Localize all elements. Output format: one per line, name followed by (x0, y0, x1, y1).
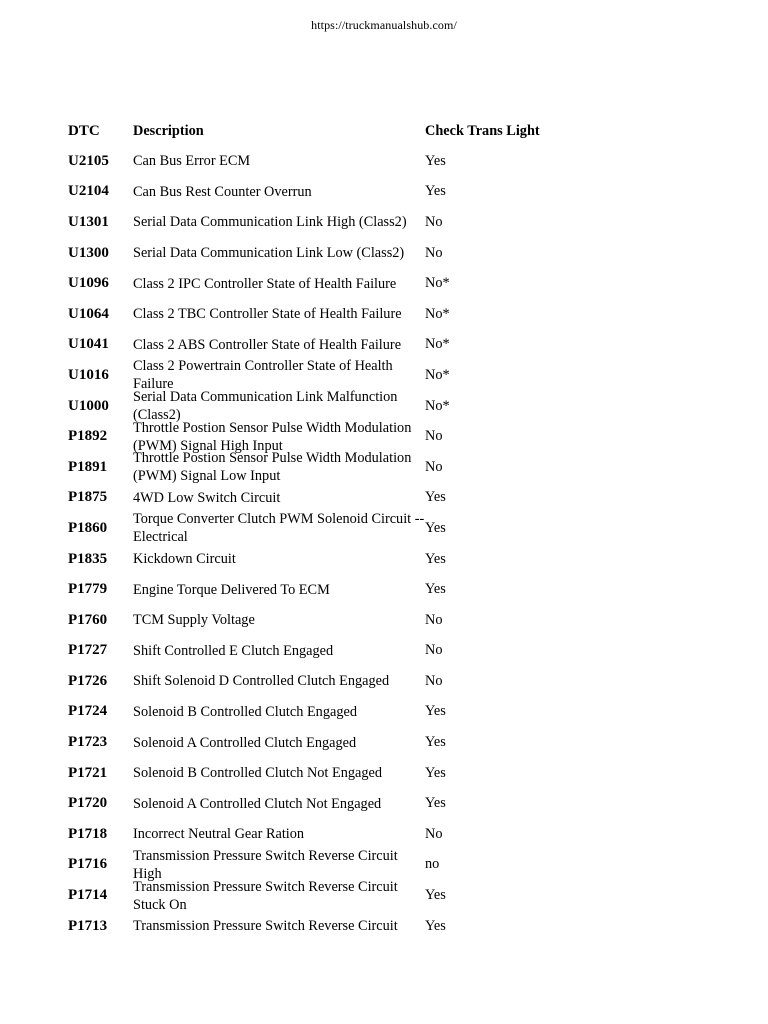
dtc-description: Torque Converter Clutch PWM Solenoid Circuit --Electrical (133, 511, 425, 546)
dtc-description: Shift Solenoid D Controlled Clutch Engaged (133, 673, 390, 690)
table-row (68, 268, 708, 299)
dtc-description: Solenoid B Controlled Clutch Not Engaged (133, 765, 382, 782)
dtc-code: P1875 (68, 489, 108, 506)
dtc-code: P1720 (68, 795, 108, 812)
dtc-code: P1891 (68, 458, 108, 475)
dtc-table (68, 116, 708, 941)
dtc-description: Throttle Postion Sensor Pulse Width Modulation (PWM) Signal Low Input (133, 450, 412, 485)
table-row (68, 330, 708, 361)
dtc-code: P1760 (68, 611, 108, 628)
dtc-description: Transmission Pressure Switch Reverse Circuit (133, 918, 398, 935)
table-row (68, 605, 708, 636)
table-row (68, 513, 708, 544)
dtc-code: P1724 (68, 703, 108, 720)
table-row (68, 238, 708, 269)
table-row (68, 697, 708, 728)
dtc-code: P1779 (68, 581, 108, 598)
dtc-code: P1718 (68, 825, 108, 842)
check-trans-light: Yes (425, 489, 446, 506)
table-row (68, 146, 708, 177)
table-row (68, 544, 708, 575)
check-trans-light: Yes (425, 581, 446, 598)
check-trans-light: No* (425, 305, 450, 322)
check-trans-light: No* (425, 275, 450, 292)
dtc-description: Class 2 TBC Controller State of Health Failure (133, 306, 402, 323)
dtc-code: P1723 (68, 734, 108, 751)
dtc-description: Can Bus Rest Counter Overrun (133, 183, 312, 200)
check-trans-light: No (425, 642, 443, 659)
table-row (68, 758, 708, 789)
dtc-code: U1064 (68, 305, 109, 322)
dtc-description: Serial Data Communication Link Low (Class2) (133, 245, 405, 262)
dtc-code: U1301 (68, 213, 109, 230)
table-row (68, 666, 708, 697)
check-trans-light: Yes (425, 152, 446, 169)
check-trans-light: No* (425, 366, 450, 383)
check-trans-light: No (425, 611, 443, 628)
table-row (68, 727, 708, 758)
table-row (68, 177, 708, 208)
table-header (68, 116, 708, 146)
check-trans-light: No (425, 244, 443, 261)
table-row (68, 880, 708, 911)
dtc-code: U1016 (68, 366, 109, 383)
table-row (68, 391, 708, 422)
dtc-code: P1713 (68, 917, 108, 934)
dtc-code: U1041 (68, 336, 109, 353)
table-row (68, 847, 708, 882)
dtc-code: P1716 (68, 856, 108, 873)
dtc-code: U1000 (68, 397, 109, 414)
check-trans-light: Yes (425, 550, 446, 567)
header-check-trans-light: Check Trans Light (425, 122, 540, 139)
table-row (68, 452, 708, 483)
check-trans-light: Yes (425, 519, 446, 536)
dtc-description: Engine Torque Delivered To ECM (133, 581, 330, 598)
dtc-code: P1835 (68, 550, 108, 567)
dtc-code: U2104 (68, 183, 109, 200)
check-trans-light: No* (425, 397, 450, 414)
table-row (68, 299, 708, 330)
dtc-code: P1727 (68, 642, 108, 659)
dtc-description: Transmission Pressure Switch Reverse Circuit Stuck On (133, 878, 398, 913)
dtc-description: Solenoid A Controlled Clutch Engaged (133, 734, 357, 751)
table-row (68, 207, 708, 238)
dtc-description: Shift Controlled E Clutch Engaged (133, 642, 334, 659)
dtc-description: Class 2 Powertrain Controller State of Health Failure (133, 358, 393, 393)
dtc-description: Transmission Pressure Switch Reverse Circuit High (133, 847, 398, 882)
dtc-description: Class 2 IPC Controller State of Health Failure (133, 275, 397, 292)
check-trans-light: Yes (425, 764, 446, 781)
table-row (68, 360, 708, 391)
dtc-description: Class 2 ABS Controller State of Health Failure (133, 336, 402, 353)
dtc-description: Serial Data Communication Link High (Class2) (133, 214, 407, 231)
table-body (68, 146, 708, 941)
dtc-description: TCM Supply Voltage (133, 612, 255, 629)
dtc-code: P1714 (68, 887, 108, 904)
table-row (68, 788, 708, 819)
check-trans-light: Yes (425, 795, 446, 812)
table-row (68, 911, 708, 942)
dtc-code: U1096 (68, 275, 109, 292)
dtc-description: 4WD Low Switch Circuit (133, 489, 281, 506)
check-trans-light: Yes (425, 887, 446, 904)
dtc-description: Can Bus Error ECM (133, 153, 251, 170)
check-trans-light: No* (425, 336, 450, 353)
check-trans-light: No (425, 428, 443, 445)
table-row (68, 574, 708, 605)
header-description: Description (133, 123, 204, 139)
check-trans-light: No (425, 458, 443, 475)
header-url: https://truckmanualshub.com/ (311, 18, 457, 32)
dtc-description: Kickdown Circuit (133, 551, 236, 568)
table-row (68, 421, 708, 452)
header-dtc: DTC (68, 122, 100, 139)
dtc-code: P1860 (68, 519, 108, 536)
check-trans-light: Yes (425, 734, 446, 751)
check-trans-light: No (425, 672, 443, 689)
table-row (68, 819, 708, 850)
check-trans-light: Yes (425, 183, 446, 200)
dtc-code: U2105 (68, 152, 109, 169)
check-trans-light: No (425, 825, 443, 842)
dtc-code: P1726 (68, 672, 108, 689)
table-row (68, 483, 708, 514)
check-trans-light: Yes (425, 917, 446, 934)
check-trans-light: No (425, 213, 443, 230)
dtc-code: U1300 (68, 244, 109, 261)
dtc-description: Incorrect Neutral Gear Ration (133, 826, 305, 843)
check-trans-light: no (425, 856, 440, 873)
dtc-description: Serial Data Communication Link Malfunction (Class2) (133, 389, 398, 424)
dtc-description: Throttle Postion Sensor Pulse Width Modulation (PWM) Signal High Input (133, 419, 412, 454)
dtc-description: Solenoid A Controlled Clutch Not Engaged (133, 795, 382, 812)
dtc-code: P1892 (68, 428, 108, 445)
check-trans-light: Yes (425, 703, 446, 720)
dtc-description: Solenoid B Controlled Clutch Engaged (133, 703, 357, 720)
table-row (68, 636, 708, 667)
dtc-code: P1721 (68, 764, 108, 781)
